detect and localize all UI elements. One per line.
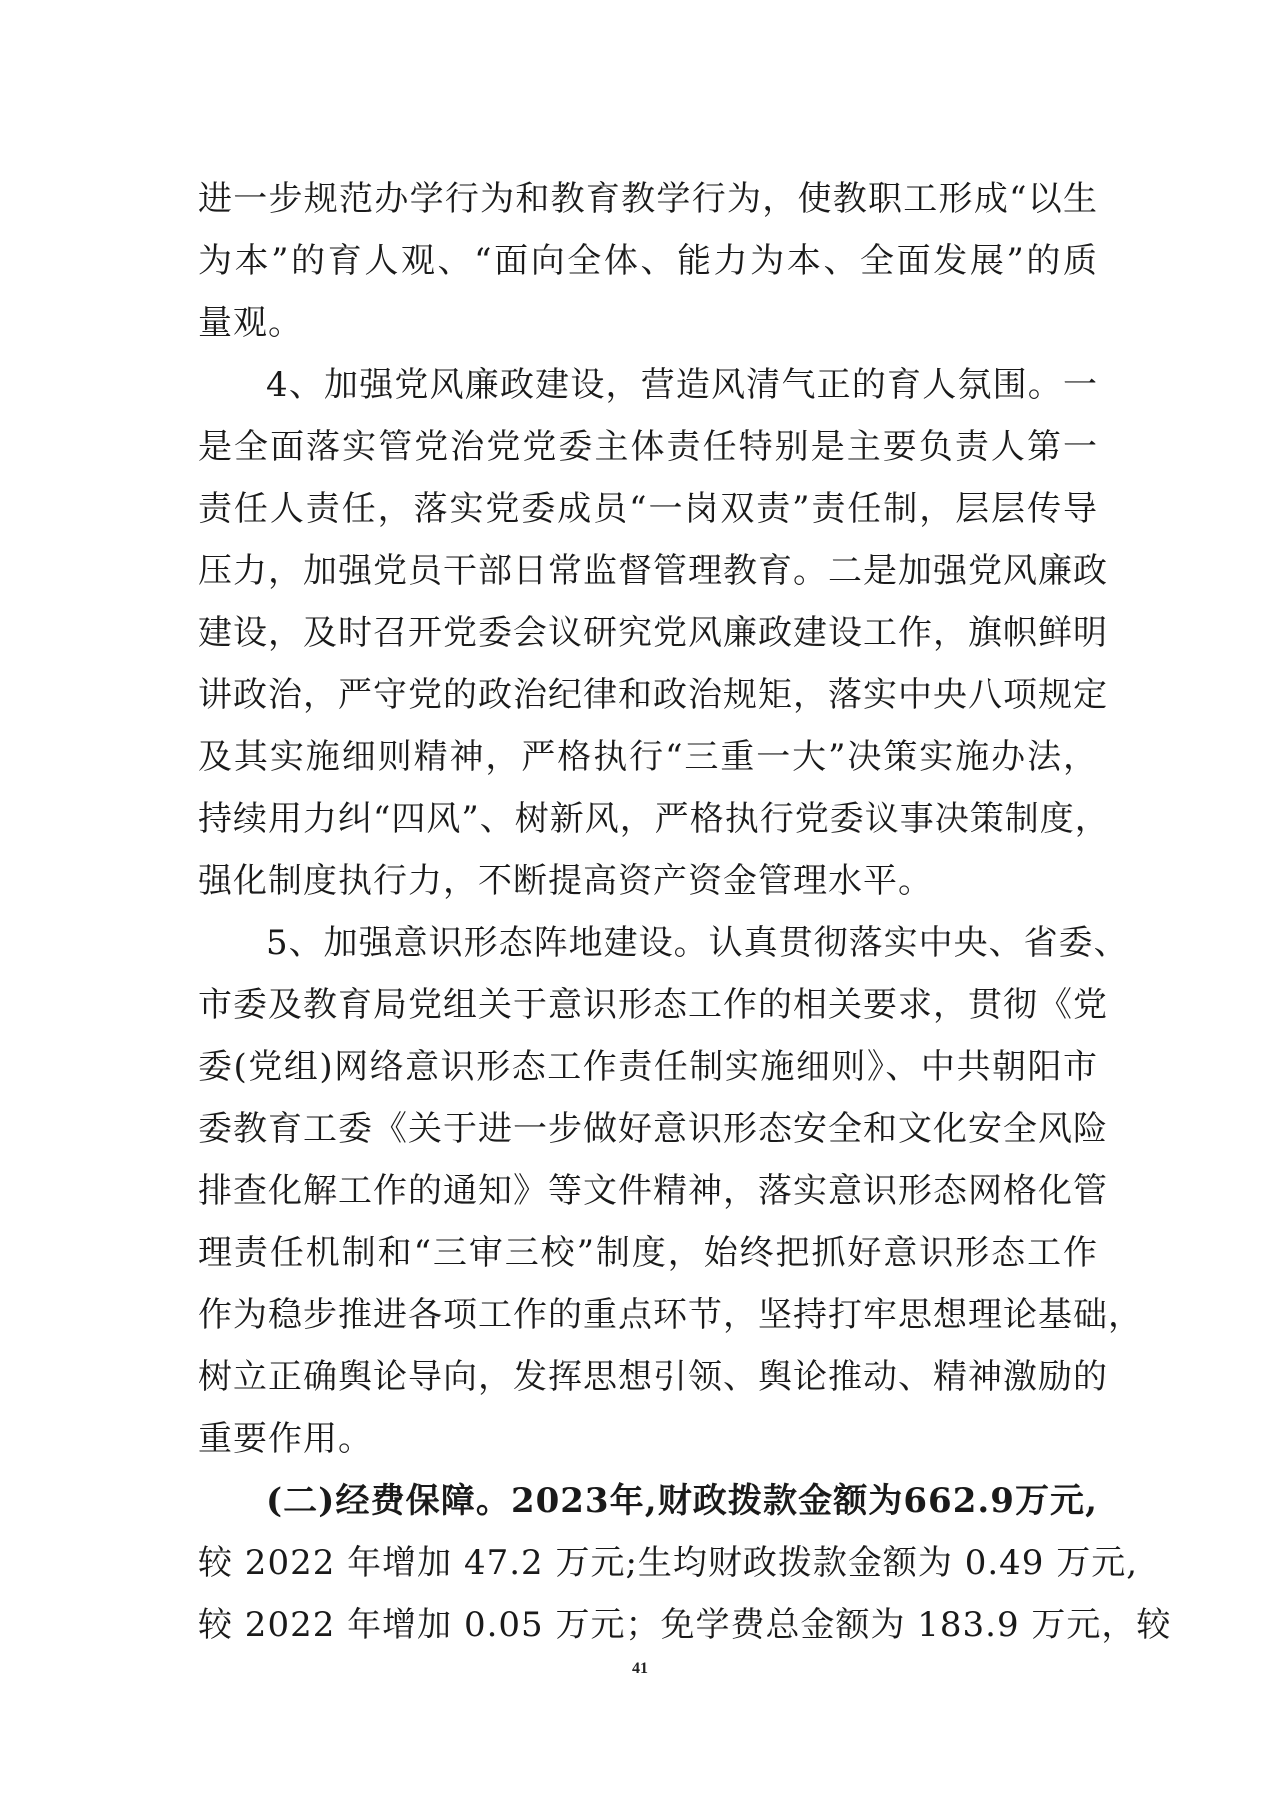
text-line: 树立正确舆论导向，发挥思想引领、舆论推动、精神激励的: [198, 1357, 1108, 1397]
text-line: 排查化解工作的通知》等文件精神，落实意识形态网格化管: [198, 1171, 1108, 1211]
text-line: 及其实施细则精神，严格执行“三重一大”决策实施办法，: [198, 737, 1098, 777]
paragraph-heading-5: 5、加强意识形态阵地建设。认真贯彻落实中央、省委、: [266, 923, 1129, 963]
text-line: 进一步规范办学行为和教育教学行为，使教职工形成“以生: [198, 179, 1098, 219]
text-line: 量观。: [198, 303, 303, 343]
paragraph-heading-4: 4、加强党风廉政建设，营造风清气正的育人氛围。一: [266, 365, 1098, 405]
document-body: [198, 168, 1172, 1656]
page-number: 41: [632, 1660, 648, 1677]
text-line: 为本”的育人观、“面向全体、能力为本、全面发展”的质: [198, 241, 1098, 281]
section-heading-funding: (二)经费保障。2023年,财政拨款金额为662.9万元,: [266, 1481, 1098, 1521]
text-line: 是全面落实管党治党党委主体责任特别是主要负责人第一: [198, 427, 1098, 467]
text-line: 较 2022 年增加 47.2 万元;生均财政拨款金额为 0.49 万元,: [198, 1543, 1139, 1583]
text-line: 市委及教育局党组关于意识形态工作的相关要求，贯彻《党: [198, 985, 1108, 1025]
text-line: 委(党组)网络意识形态工作责任制实施细则》、中共朝阳市: [198, 1047, 1098, 1087]
text-line: 持续用力纠“四风”、树新风，严格执行党委议事决策制度，: [198, 799, 1110, 839]
text-line: 重要作用。: [198, 1419, 373, 1459]
text-line: 理责任机制和“三审三校”制度，始终把抓好意识形态工作: [198, 1233, 1098, 1273]
text-line: 委教育工委《关于进一步做好意识形态安全和文化安全风险: [198, 1109, 1108, 1149]
text-line: 讲政治，严守党的政治纪律和政治规矩，落实中央八项规定: [198, 675, 1108, 715]
text-line: 压力，加强党员干部日常监督管理教育。二是加强党风廉政: [198, 551, 1108, 591]
text-line: 建设，及时召开党委会议研究党风廉政建设工作，旗帜鲜明: [198, 613, 1108, 653]
text-line: 责任人责任，落实党委成员“一岗双责”责任制，层层传导: [198, 489, 1098, 529]
text-line: 较 2022 年增加 0.05 万元；免学费总金额为 183.9 万元，较: [198, 1605, 1172, 1645]
text-line: 作为稳步推进各项工作的重点环节，坚持打牢思想理论基础，: [198, 1295, 1143, 1335]
text-line: 强化制度执行力，不断提高资产资金管理水平。: [198, 861, 933, 901]
